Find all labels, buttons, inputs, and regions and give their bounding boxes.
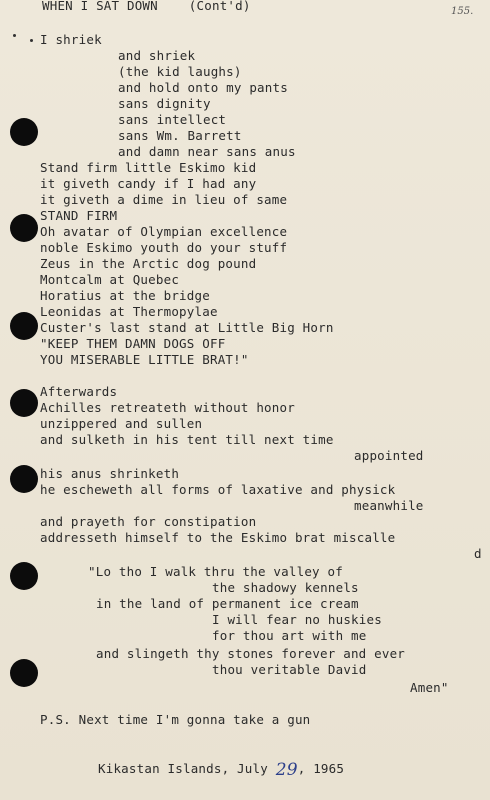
binder-hole <box>10 465 38 493</box>
poem-line: he escheweth all forms of laxative and physick <box>40 482 396 497</box>
poem-line: Horatius at the bridge <box>40 288 210 303</box>
poem-line: d <box>474 546 482 561</box>
poem-line: Custer's last stand at Little Big Horn <box>40 320 334 335</box>
poem-line: sans dignity <box>118 96 211 111</box>
poem-line: noble Eskimo youth do your stuff <box>40 240 288 255</box>
binder-hole <box>10 312 38 340</box>
poem-line: YOU MISERABLE LITTLE BRAT!" <box>40 352 249 367</box>
binder-hole <box>10 389 38 417</box>
poem-line: sans Wm. Barrett <box>118 128 242 143</box>
poem-line: Achilles retreateth without honor <box>40 400 295 415</box>
dateline-suffix: , 1965 <box>297 761 345 776</box>
poem-line: appointed <box>354 448 424 463</box>
poem-line: and prayeth for constipation <box>40 514 257 529</box>
margin-mark <box>30 39 33 42</box>
poem-line: for thou art with me <box>212 628 367 643</box>
poem-line: and slingeth thy stones forever and ever <box>96 646 406 661</box>
poem-line: sans intellect <box>118 112 227 127</box>
header: WHEN I SAT DOWN (Cont'd) <box>42 0 251 13</box>
poem-line: unzippered and sullen <box>40 416 203 431</box>
poem-line: his anus shrinketh <box>40 466 180 481</box>
binder-hole <box>10 659 38 687</box>
dateline-prefix: Kikastan Islands, July <box>98 761 276 776</box>
poem-line: (the kid laughs) <box>118 64 242 79</box>
poem-line: Montcalm at Quebec <box>40 272 180 287</box>
poem-line: I will fear no huskies <box>212 612 382 627</box>
dateline <box>98 760 345 780</box>
poem-line: Oh avatar of Olympian excellence <box>40 224 288 239</box>
poem-line: and shriek <box>118 48 196 63</box>
binder-hole <box>10 214 38 242</box>
poem-line: Stand firm little Eskimo kid <box>40 160 257 175</box>
poem-line: addresseth himself to the Eskimo brat miscalle <box>40 530 396 545</box>
poem-line: meanwhile <box>354 498 424 513</box>
poem-line: in the land of permanent ice cream <box>96 596 359 611</box>
binder-hole <box>10 562 38 590</box>
poem-line: Afterwards <box>40 384 118 399</box>
poem-line: Amen" <box>410 680 449 695</box>
poem-line: and sulketh in his tent till next time <box>40 432 334 447</box>
poem-line: and hold onto my pants <box>118 80 288 95</box>
poem-line: I shriek <box>40 32 102 47</box>
poem-line: the shadowy kennels <box>212 580 359 595</box>
poem-line: thou veritable David <box>212 662 367 677</box>
poem-line: it giveth candy if I had any <box>40 176 257 191</box>
poem-line: Leonidas at Thermopylae <box>40 304 218 319</box>
poem-line: Zeus in the Arctic dog pound <box>40 256 257 271</box>
poem-line: it giveth a dime in lieu of same <box>40 192 288 207</box>
binder-hole <box>10 118 38 146</box>
poem-line: "KEEP THEM DAMN DOGS OFF <box>40 336 226 351</box>
postscript: P.S. Next time I'm gonna take a gun <box>40 712 311 727</box>
poem-line: and damn near sans anus <box>118 144 296 159</box>
page-number: 155. <box>451 6 474 17</box>
poem-line: "Lo tho I walk thru the valley of <box>88 564 343 579</box>
handwritten-day: 29 <box>275 760 298 780</box>
poem-line: STAND FIRM <box>40 208 118 223</box>
margin-mark <box>13 34 16 37</box>
